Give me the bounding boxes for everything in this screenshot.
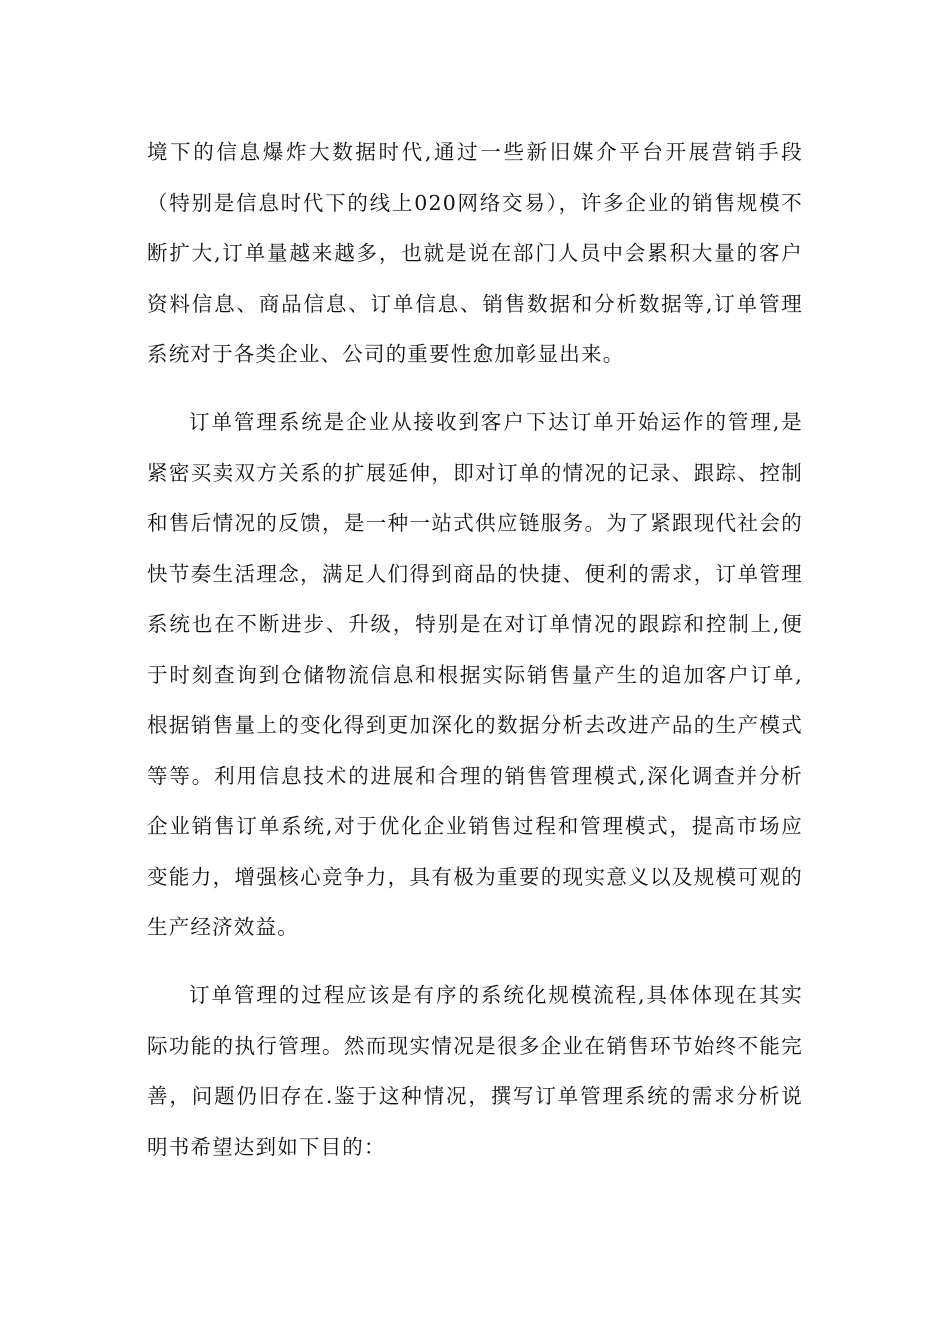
- paragraph-purpose: [147, 970, 803, 1172]
- paragraph-3-text: 订单管理的过程应该是有序的系统化规模流程,具体体现在其实际功能的执行管理。然而现实情况是很多企业在销售环节始终不能完善，问题仍旧存在.鉴于这种情况，撰写订单管理系统的需求分析说明书希望达到如下目的：: [147, 983, 803, 1159]
- paragraph-continuation: [147, 127, 803, 380]
- paragraph-2-text: 订单管理系统是企业从接收到客户下达订单开始运作的管理,是紧密买卖双方关系的扩展延伸，即对订单的情况的记录、跟踪、控制和售后情况的反馈，是一种一站式供应链服务。为了紧跟现代社会的快节奏生活理念，满足人们得到商品的快捷、便利的需求，订单管理系统也在不断进步、升级，特别是在对订单情况的跟踪和控制上,便于时刻查询到仓储物流信息和根据实际销售量产生的追加客户订单,根据销售量上的变化得到更加深化的数据分析去改进产品的生产模式等等。利用信息技术的进展和合理的销售管理模式,深化调查并分析企业销售订单系统,对于优化企业销售过程和管理模式，提高市场应变能力，增强核心竞争力，具有极为重要的现实意义以及规模可观的生产经济效益。: [147, 410, 803, 939]
- paragraph-1-text: 境下的信息爆炸大数据时代,通过一些新旧媒介平台开展营销手段（特别是信息时代下的线上020网络交易），许多企业的销售规模不断扩大,订单量越来越多，也就是说在部门人员中会累积大量的客户资料信息、商品信息、订单信息、销售数据和分析数据等,订单管理系统对于各类企业、公司的重要性愈加彰显出来。: [147, 140, 803, 366]
- paragraph-order-management-definition: [147, 397, 803, 953]
